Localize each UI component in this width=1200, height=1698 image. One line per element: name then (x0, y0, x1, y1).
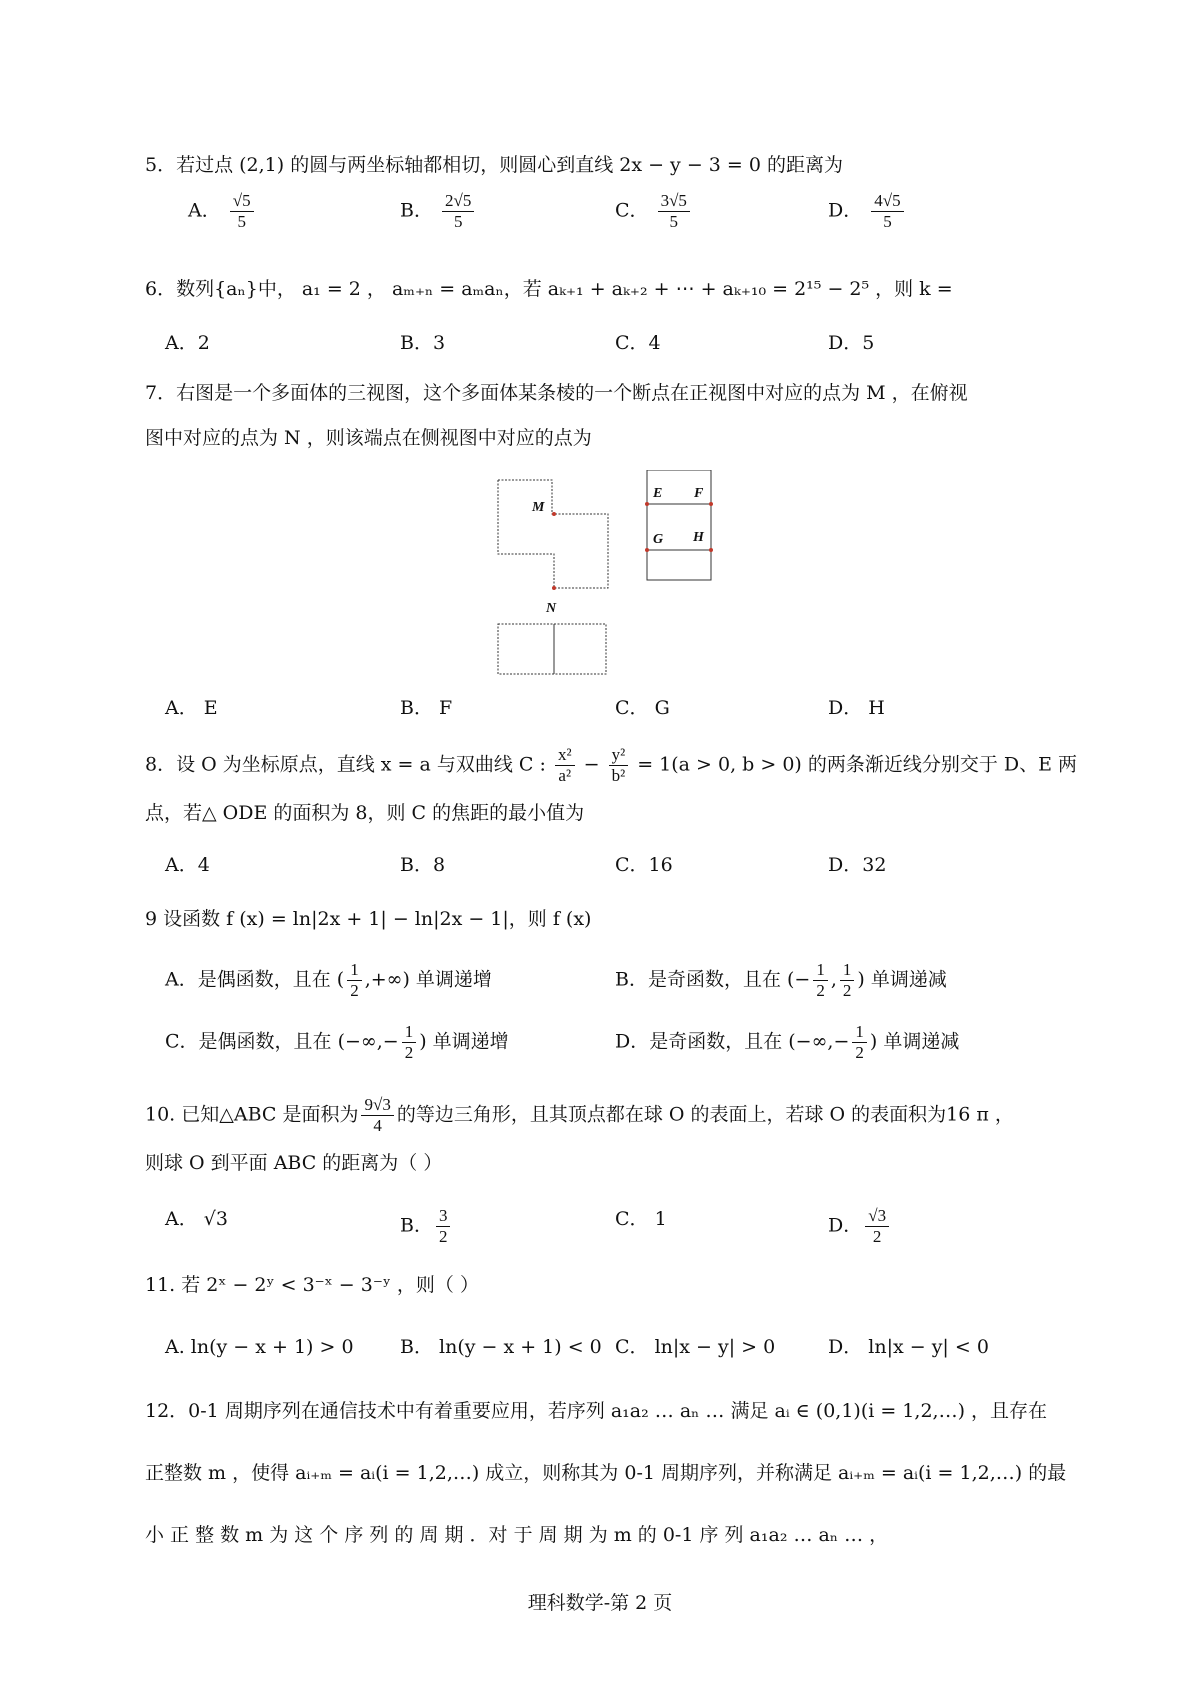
page-footer: 理科数学-第 2 页 (527, 1592, 673, 1614)
q10-option-b: B． $\frac{3}{2}$ (400, 1206, 453, 1247)
label-f: F (694, 486, 704, 501)
q7-option-c: C． G (615, 697, 670, 719)
q5-option-c-label: C． (615, 199, 649, 222)
q8-option-c: C．16 (615, 854, 673, 876)
q8-option-a: A．4 (165, 854, 210, 876)
three-view-figure (490, 470, 830, 680)
q10-option-d: D． $\frac{√3}{2}$ (828, 1206, 892, 1247)
q10-option-a: A． √3 (165, 1208, 228, 1230)
q5-option-b (400, 191, 477, 232)
q5-option-c-value: $\frac{3√5}{5}$ (658, 191, 690, 232)
q9-option-a: A．是偶函数，且在 ( $\frac{1}{2}$ ,+∞) 单调递增 (165, 960, 492, 1000)
label-g: G (653, 532, 664, 547)
front-view (498, 480, 608, 588)
q8-stem-post: = 1(a > 0, b > 0) 的两条渐近线分别交于 D、E 两 (637, 753, 1078, 776)
q9-stem: 9 设函数 f (x) = ln|2x + 1| − ln|2x − 1|，则 f (x) (145, 908, 592, 930)
label-e: E (653, 486, 663, 501)
q5-stem: 5．若过点 (2,1) 的圆与两坐标轴都相切，则圆心到直线 2x − y − 3 = 0 的距离为 (145, 154, 844, 176)
q5-option-b-label: B． (400, 199, 433, 222)
q12-line1: 12．0-1 周期序列在通信技术中有着重要应用，若序列 a₁a₂ … aₙ … 满足 aᵢ ∈ (0,1)(i = 1,2,…) ，且存在 (145, 1400, 1048, 1422)
q6-option-a: A．2 (165, 332, 210, 354)
q12-line2: 正整数 m ，使得 aᵢ₊ₘ = aᵢ(i = 1,2,…) 成立，则称其为 0-1 周期序列，并称满足 aᵢ₊ₘ = aᵢ(i = 1,2,…) 的最 (145, 1462, 1067, 1484)
top-view (498, 624, 606, 674)
q5-option-a (188, 191, 257, 232)
q5-option-a-value: $\frac{√5}{5}$ (230, 191, 254, 232)
q5-option-d-label: D． (828, 199, 863, 222)
q9-option-d: D．是奇函数，且在 (−∞,− $\frac{1}{2}$ ) 单调递减 (615, 1022, 960, 1062)
q11-option-a: A. ln(y − x + 1) > 0 (165, 1336, 354, 1358)
q8-stem-pre: 8．设 O 为坐标原点，直线 x = a 与双曲线 C : (145, 753, 546, 776)
q8-frac-x: $\frac{\text{x²}}{\text{a²}}$ (555, 745, 575, 786)
q10-option-c: C． 1 (615, 1208, 667, 1230)
q9-option-b: B．是奇函数，且在 (− $\frac{1}{2}$ , $\frac{1}{2}$ ) 单调递减 (615, 960, 947, 1000)
q6-stem: 6．数列{aₙ}中， a₁ = 2 ， aₘ₊ₙ = aₘaₙ，若 aₖ₊₁ + aₖ₊₂ + ⋯ + aₖ₊₁₀ = 2¹⁵ − 2⁵ ，则 k = (145, 278, 953, 300)
q6-option-c: C．4 (615, 332, 661, 354)
label-n: N (546, 601, 557, 616)
q11-option-c: C． ln|x − y| > 0 (615, 1336, 776, 1358)
q10-stem-line2: 则球 O 到平面 ABC 的距离为（ ） (145, 1152, 443, 1174)
q8-stem (145, 745, 1077, 786)
point-g-dot (645, 548, 649, 552)
q10-stem: 10. 已知△ABC 是面积为 $\frac{9√3}{4}$ 的等边三角形，且其顶点都在球 O 的表面上，若球 O 的表面积为16 π ， (145, 1095, 1014, 1135)
q6-option-d: D．5 (828, 332, 875, 354)
point-h-dot (709, 548, 713, 552)
q8-minus: − (583, 753, 600, 776)
q5-option-d-value: $\frac{4√5}{5}$ (871, 191, 903, 232)
q7-stem-line1: 7．右图是一个多面体的三视图，这个多面体某条棱的一个断点在正视图中对应的点为 M ，在俯视 (145, 382, 968, 404)
q9-option-c: C．是偶函数，且在 (−∞,− $\frac{1}{2}$ ) 单调递增 (165, 1022, 509, 1062)
q7-option-b: B． F (400, 697, 453, 719)
q11-option-d: D． ln|x − y| < 0 (828, 1336, 989, 1358)
q11-option-b: B． ln(y − x + 1) < 0 (400, 1336, 602, 1358)
point-m-dot (552, 512, 556, 516)
q5-option-c (615, 191, 693, 232)
q7-option-a: A． E (165, 697, 218, 719)
q5-option-a-label: A． (188, 199, 221, 222)
q8-option-d: D．32 (828, 854, 887, 876)
q5-option-d (828, 191, 907, 232)
q12-line3: 小 正 整 数 m 为 这 个 序 列 的 周 期 ．对 于 周 期 为 m 的 0-1 序 列 a₁a₂ … aₙ … ， (145, 1524, 889, 1546)
q7-option-d: D． H (828, 697, 885, 719)
q6-option-b: B．3 (400, 332, 446, 354)
q8-option-b: B．8 (400, 854, 446, 876)
q7-stem-line2: 图中对应的点为 N ，则该端点在侧视图中对应的点为 (145, 427, 592, 449)
label-m: M (532, 500, 545, 515)
point-f-dot (709, 502, 713, 506)
q5-option-b-value: $\frac{2√5}{5}$ (442, 191, 474, 232)
q8-stem-line2: 点，若△ ODE 的面积为 8，则 C 的焦距的最小值为 (145, 802, 585, 824)
q11-stem: 11. 若 2ˣ − 2ʸ < 3⁻ˣ − 3⁻ʸ ，则（ ） (145, 1274, 479, 1296)
point-m-dot-2 (552, 586, 556, 590)
point-e-dot (645, 502, 649, 506)
q8-frac-y: $\frac{\text{y²}}{\text{b²}}$ (609, 745, 629, 786)
label-h: H (693, 530, 704, 545)
